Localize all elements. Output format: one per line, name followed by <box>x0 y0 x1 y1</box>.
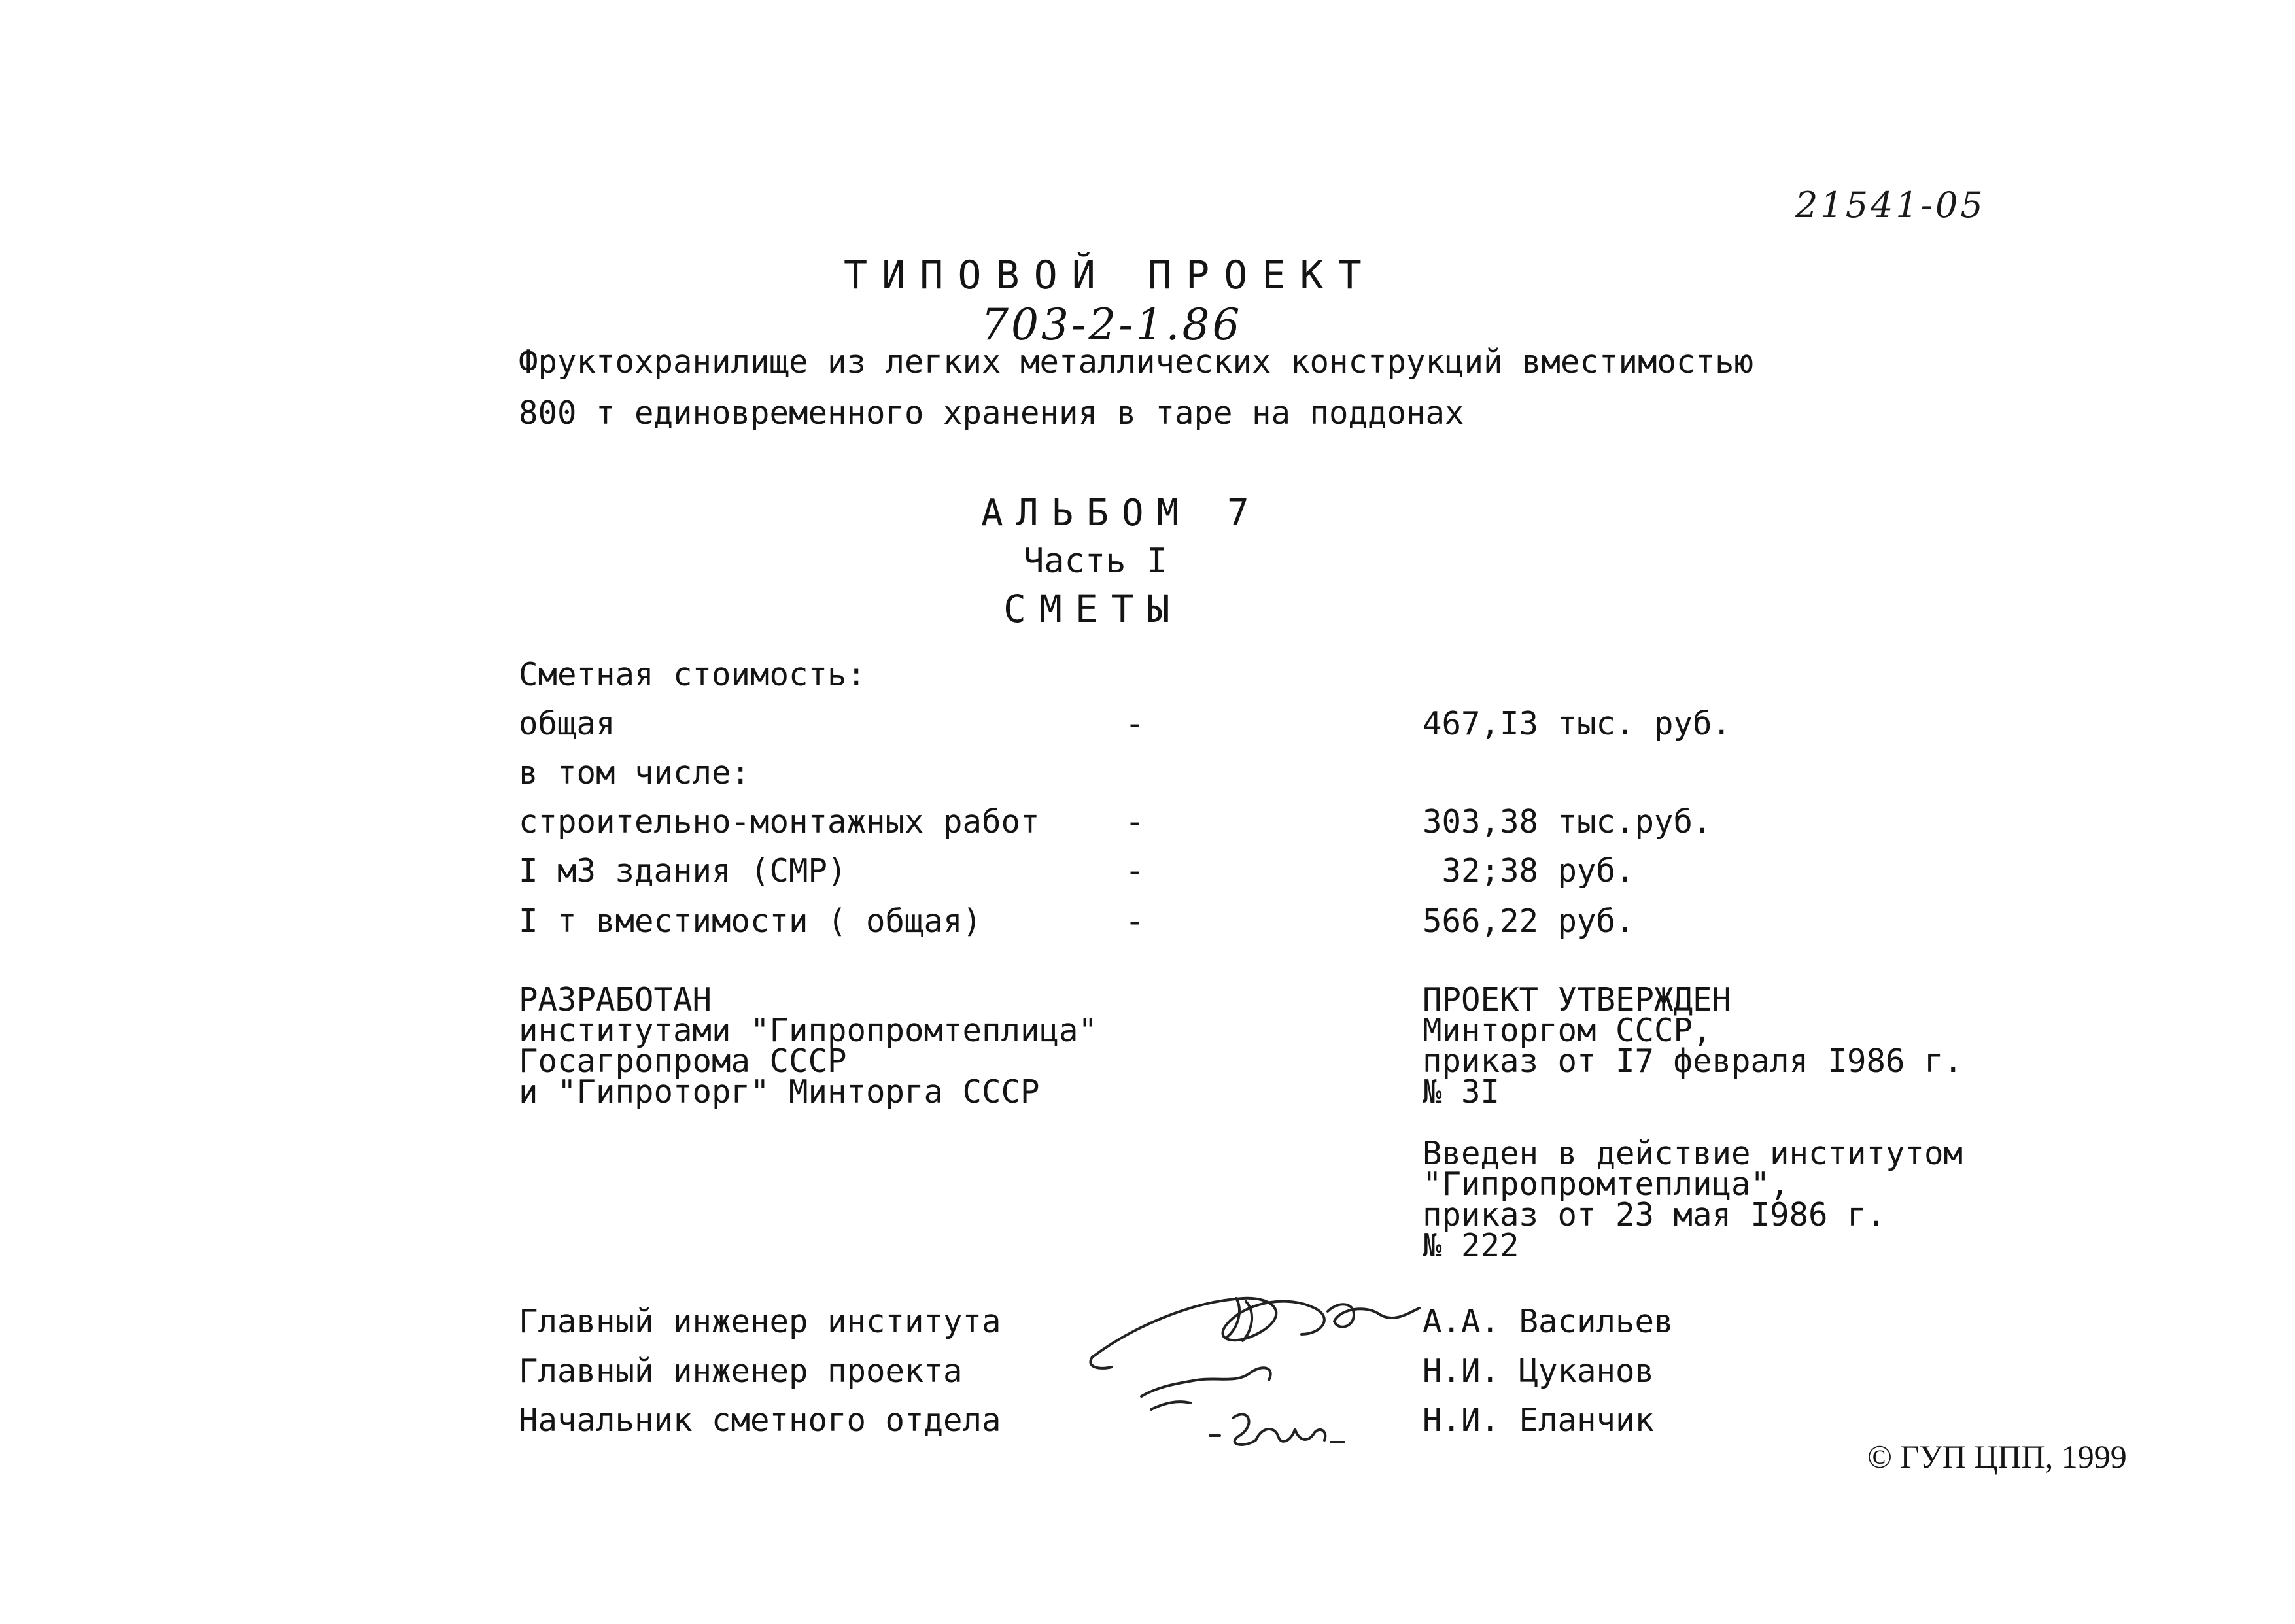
document-code: 21541-05 <box>1795 184 1986 226</box>
signature-name: Н.И. Цуканов <box>1423 1353 1655 1390</box>
approved-line: Минторгом СССР, <box>1423 1012 1712 1049</box>
developed-line: Госагропрома СССР <box>519 1043 847 1080</box>
header-title: ТИПОВОЙ ПРОЕКТ <box>844 252 1376 298</box>
approved-line: № 3I <box>1423 1073 1500 1111</box>
signature-scribble-icon <box>1079 1269 1445 1465</box>
developed-heading: РАЗРАБОТАН <box>519 981 712 1018</box>
developed-line: институтами "Гипропромтеплица" <box>519 1012 1098 1049</box>
cost-row-value: 467,I3 тыс. руб. <box>1423 705 1732 742</box>
copyright-notice: © ГУП ЦПП, 1999 <box>1867 1438 2127 1475</box>
approved-heading: ПРОЕКТ УТВЕРЖДЕН <box>1423 981 1732 1018</box>
album-part: Часть I <box>1024 542 1167 581</box>
developed-by-block <box>519 981 1098 1111</box>
cost-row-dash: - <box>1125 803 1145 840</box>
cost-row-dash: - <box>1125 903 1145 940</box>
cost-row-label: строительно-монтажных работ <box>519 803 1040 840</box>
cost-row-label: в том числе: <box>519 754 751 791</box>
approved-by-block <box>1423 981 1963 1111</box>
enacted-line: "Гипропромтеплица", <box>1423 1166 1789 1203</box>
enacted-line: приказ от 23 мая I986 г. <box>1423 1196 1886 1234</box>
signature-role: Главный инженер проекта <box>519 1353 963 1390</box>
album-subtitle: СМЕТЫ <box>1003 587 1183 631</box>
signature-role: Главный инженер института <box>519 1303 1001 1340</box>
developed-line: и "Гипроторг" Минторга СССР <box>519 1073 1040 1111</box>
enacted-block <box>1423 1135 1963 1264</box>
approved-line: приказ от I7 февраля I986 г. <box>1423 1043 1963 1080</box>
project-description-line-1: Фруктохранилище из легких металлических конструкций вместимостью <box>519 343 1754 381</box>
cost-row-label: I т вместимости ( общая) <box>519 903 982 940</box>
signature-role: Начальник сметного отдела <box>519 1402 1001 1439</box>
cost-row-label: I м3 здания (СМР) <box>519 852 847 890</box>
enacted-line: Введен в действие институтом <box>1423 1135 1963 1172</box>
handwritten-signatures <box>1079 1269 1445 1468</box>
cost-row-dash: - <box>1125 852 1145 890</box>
signature-name: Н.И. Еланчик <box>1423 1402 1655 1439</box>
cost-row-dash: - <box>1125 705 1145 742</box>
enacted-line: № 222 <box>1423 1227 1519 1264</box>
signature-name: А.А. Васильев <box>1423 1303 1674 1340</box>
cost-row-value: 303,38 тыс.руб. <box>1423 803 1712 840</box>
album-title: АЛЬБОМ 7 <box>981 492 1262 534</box>
project-description-line-2: 800 т единовременного хранения в таре на поддонах <box>519 394 1464 432</box>
cost-heading: Сметная стоимость: <box>519 656 867 693</box>
cost-row-value: 566,22 руб. <box>1423 903 1635 940</box>
cost-row-value: 32;38 руб. <box>1423 852 1635 890</box>
cost-row-label: общая <box>519 705 615 742</box>
project-number: 703-2-1.86 <box>981 300 1243 350</box>
